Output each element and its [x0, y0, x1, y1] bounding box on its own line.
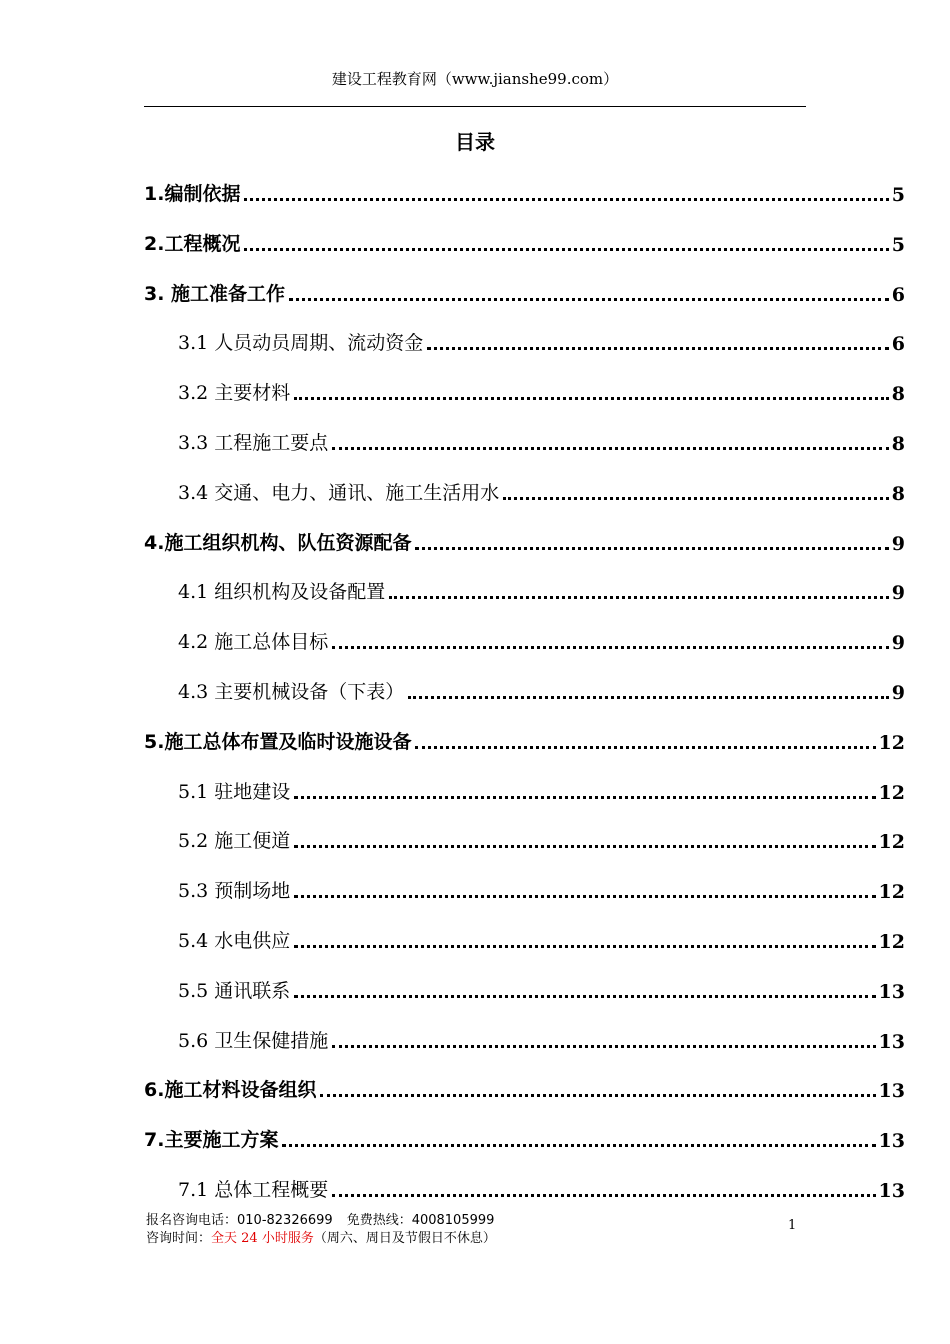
toc-entry[interactable] [144, 1122, 905, 1152]
toc-entry-page: 9 [891, 682, 905, 704]
toc-entry-page: 12 [878, 881, 905, 903]
toc-entry[interactable] [178, 923, 905, 953]
toc-entry[interactable] [178, 425, 905, 455]
toc-entry-label: 5.6 卫生保健措施 [178, 1030, 329, 1052]
toc-entry[interactable] [178, 873, 905, 903]
toc-entry-page: 13 [878, 1180, 905, 1202]
toc-entry-label: 5.5 通讯联系 [178, 980, 291, 1002]
toc-entry[interactable] [178, 475, 905, 505]
toc-dot-leader [415, 746, 875, 749]
toc-entry[interactable] [144, 1072, 905, 1102]
toc-entry-page: 6 [891, 284, 905, 306]
toc-entry[interactable] [178, 375, 905, 405]
header-site-name: 建设工程教育网（www.jianshe99.com） [331, 70, 619, 88]
footer-hotline: 4008105999 [411, 1213, 495, 1228]
toc-entry[interactable] [178, 823, 905, 853]
footer-hours-line [146, 1230, 496, 1248]
toc-entry-page: 9 [891, 533, 905, 555]
toc-dot-leader [294, 995, 875, 998]
footer-contact-line [146, 1212, 496, 1230]
header-divider [144, 106, 806, 107]
toc-entry-label: 6.施工材料设备组织 [144, 1079, 317, 1101]
toc-entry[interactable] [178, 674, 905, 704]
toc-entry[interactable] [178, 574, 905, 604]
toc-entry-page: 12 [878, 931, 905, 953]
toc-entry-label: 4.施工组织机构、队伍资源配备 [144, 532, 412, 554]
footer-hours-label: 咨询时间： [146, 1231, 212, 1246]
footer-phone: 010-82326699 [237, 1213, 333, 1228]
toc-entry-page: 5 [891, 184, 905, 206]
page-number: 1 [788, 1218, 797, 1233]
toc-entry[interactable] [178, 973, 905, 1003]
toc-dot-leader [389, 596, 889, 599]
toc-entry-page: 6 [891, 333, 905, 355]
toc-entry-label: 1.编制依据 [144, 183, 241, 205]
toc-entry[interactable] [144, 226, 905, 256]
toc-entry-label: 5.施工总体布置及临时设施设备 [144, 731, 412, 753]
toc-entry-label: 3. 施工准备工作 [144, 283, 286, 305]
toc-dot-leader [332, 447, 889, 450]
toc-entry-page: 13 [878, 981, 905, 1003]
toc-entry[interactable] [144, 525, 905, 555]
toc-entry[interactable] [178, 325, 905, 355]
toc-entry[interactable] [178, 774, 905, 804]
toc-dot-leader [332, 1045, 875, 1048]
toc-dot-leader [244, 248, 888, 251]
toc-dot-leader [427, 347, 889, 350]
toc-dot-leader [332, 646, 889, 649]
toc-dot-leader [408, 696, 889, 699]
toc-entry[interactable] [178, 1023, 905, 1053]
footer-hours-note: （周六、周日及节假日不休息） [313, 1231, 496, 1246]
toc-entry-label: 3.1 人员动员周期、流动资金 [178, 332, 424, 354]
toc-dot-leader [503, 497, 889, 500]
toc-entry-label: 7.主要施工方案 [144, 1129, 279, 1151]
toc-entry-label: 4.1 组织机构及设备配置 [178, 581, 386, 603]
footer-phone-label: 报名咨询电话： [146, 1213, 238, 1228]
toc-entry-label: 7.1 总体工程概要 [178, 1179, 329, 1201]
toc-entry-label: 5.3 预制场地 [178, 880, 291, 902]
toc-entry-label: 3.2 主要材料 [178, 382, 291, 404]
toc-entry[interactable] [144, 276, 905, 306]
toc-entry-label: 2.工程概况 [144, 233, 241, 255]
toc-dot-leader [294, 945, 875, 948]
toc-dot-leader [332, 1194, 875, 1197]
toc-title: 目录 [455, 130, 495, 154]
toc-entry-page: 5 [891, 234, 905, 256]
toc-entry-label: 3.3 工程施工要点 [178, 432, 329, 454]
toc-dot-leader [294, 895, 875, 898]
toc-dot-leader [294, 796, 875, 799]
toc-entry-page: 13 [878, 1080, 905, 1102]
toc-entry-label: 5.4 水电供应 [178, 930, 291, 952]
toc-entry-page: 9 [891, 582, 905, 604]
toc-dot-leader [289, 298, 889, 301]
toc-dot-leader [282, 1144, 875, 1147]
toc-dot-leader [294, 397, 889, 400]
toc-entry-page: 12 [878, 782, 905, 804]
toc-entry[interactable] [178, 1172, 905, 1202]
toc-dot-leader [294, 845, 875, 848]
toc-entry-label: 5.1 驻地建设 [178, 781, 291, 803]
toc-entry-label: 3.4 交通、电力、通讯、施工生活用水 [178, 482, 500, 504]
toc-entry-page: 8 [891, 433, 905, 455]
toc-entry-label: 4.3 主要机械设备（下表） [178, 681, 405, 703]
toc-entry[interactable] [144, 176, 905, 206]
toc-entry-page: 8 [891, 383, 905, 405]
toc-entry[interactable] [178, 624, 905, 654]
toc-entry-page: 13 [878, 1130, 905, 1152]
toc-entry-page: 9 [891, 632, 905, 654]
toc-entry-label: 4.2 施工总体目标 [178, 631, 329, 653]
footer-hours-highlight: 全天 24 小时服务 [211, 1231, 314, 1246]
toc-entry-page: 12 [878, 732, 905, 754]
toc-entry-label: 5.2 施工便道 [178, 830, 291, 852]
toc-dot-leader [415, 547, 888, 550]
toc-dot-leader [244, 198, 888, 201]
toc-entry-page: 13 [878, 1031, 905, 1053]
toc-entry-page: 12 [878, 831, 905, 853]
toc-entry-page: 8 [891, 483, 905, 505]
toc-dot-leader [320, 1094, 875, 1097]
footer-hotline-label: 免费热线： [346, 1213, 412, 1228]
toc-entry[interactable] [144, 724, 905, 754]
page-footer [146, 1212, 496, 1248]
